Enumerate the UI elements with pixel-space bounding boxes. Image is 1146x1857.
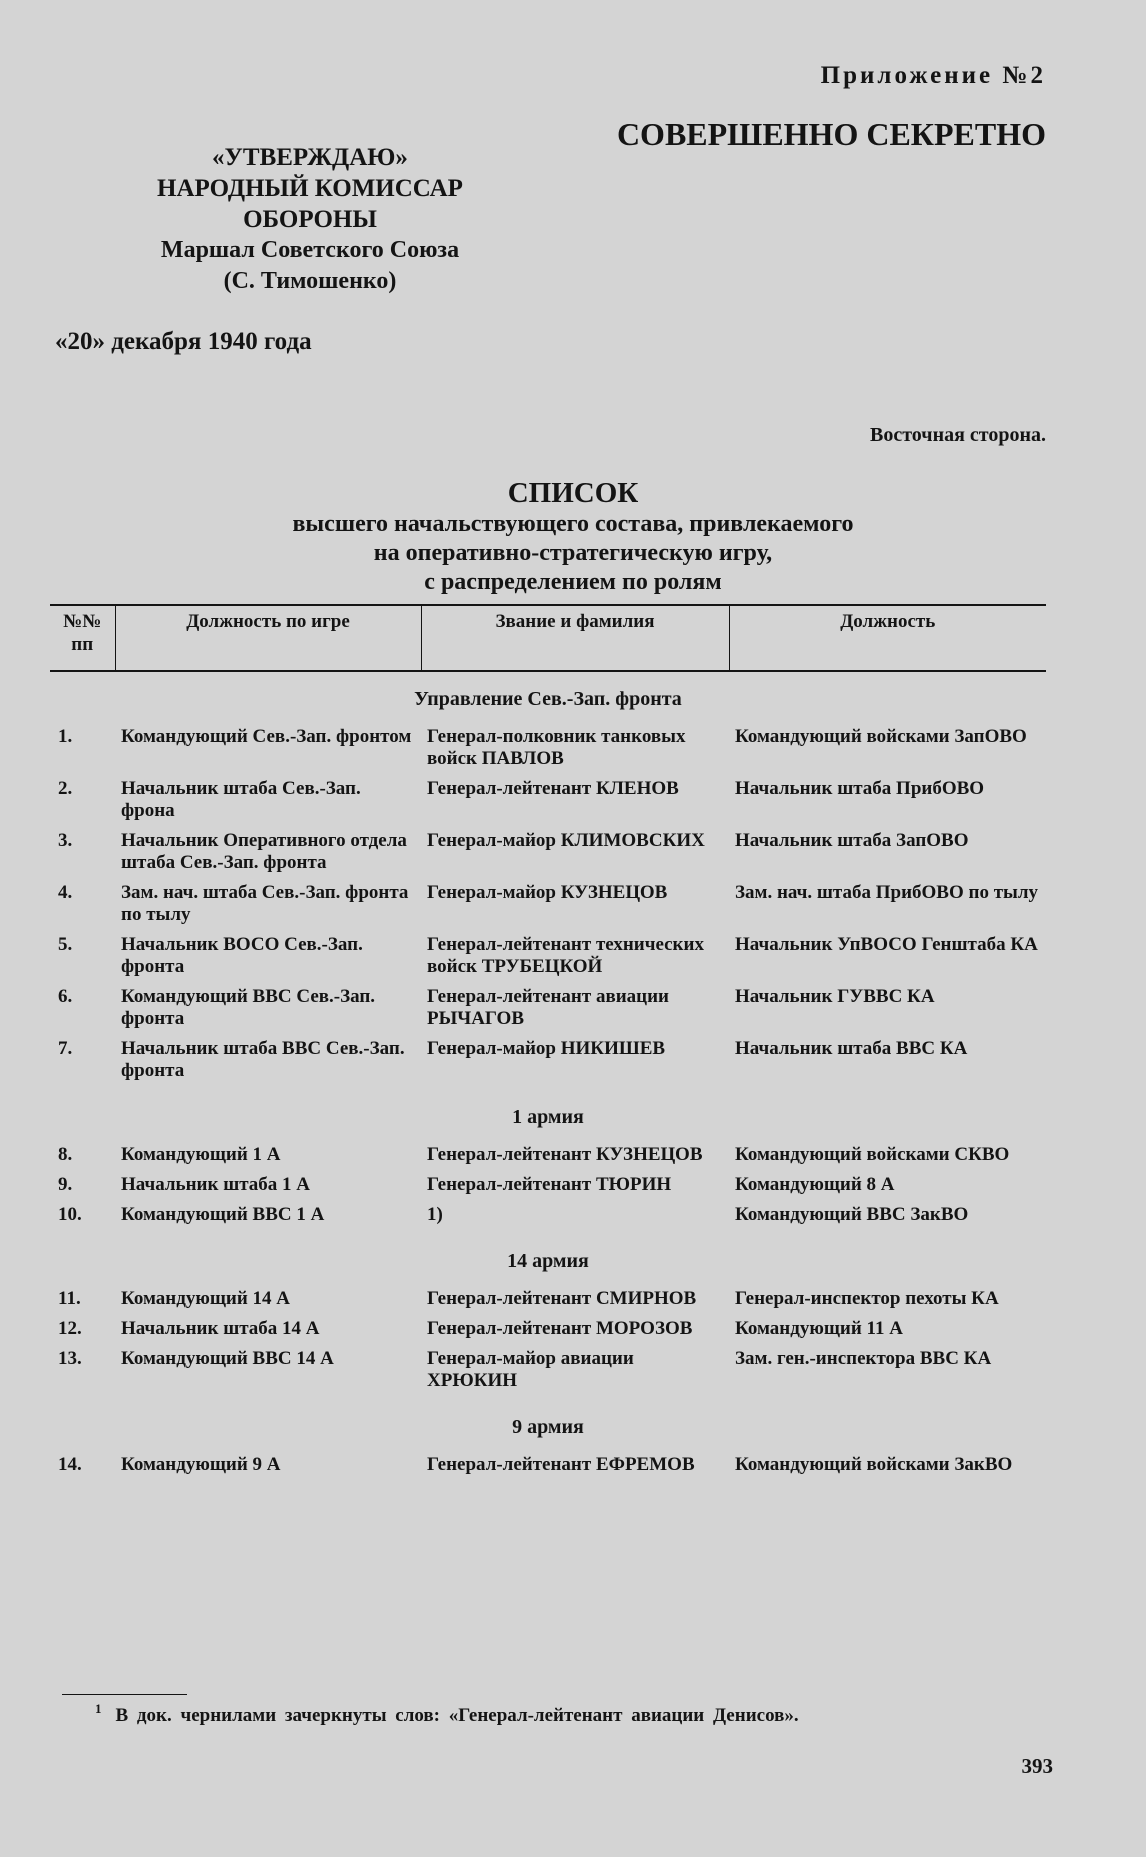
table-row [50, 726, 1046, 778]
row-rank-name: Генерал-лейтенант КУЗНЕЦОВ [427, 1144, 703, 1165]
row-rank-name: Генерал-лейтенант технических войск ТРУБЕЦКОЙ [427, 934, 704, 977]
section-heading: 9 армия [512, 1416, 584, 1438]
row-position: Начальник ГУВВС КА [735, 986, 935, 1007]
row-rank-name: Генерал-лейтенант ЕФРЕМОВ [427, 1454, 695, 1475]
footnote-divider [62, 1694, 187, 1695]
table-row [50, 1144, 1046, 1174]
row-game-role: Начальник штаба 1 А [121, 1174, 311, 1195]
footnote-mark: 1 [95, 1701, 102, 1716]
secrecy-stamp: СОВЕРШЕННО СЕКРЕТНО [616, 116, 1046, 152]
row-number: 9. [58, 1174, 73, 1195]
row-position: Командующий войсками ЗапОВО [735, 726, 1027, 747]
row-game-role: Командующий ВВС Сев.-Зап. фронта [121, 986, 376, 1029]
appendix-label: Приложение №2 [820, 62, 1046, 89]
header-number: №№ пп [50, 605, 115, 671]
list-title-line-3: на оперативно-стратегическую игру, [373, 540, 773, 566]
row-position: Командующий войсками ЗакВО [735, 1454, 1013, 1475]
header-position: Должность [729, 605, 1046, 671]
row-rank-name: Генерал-лейтенант ТЮРИН [427, 1174, 672, 1195]
table-row [50, 882, 1046, 934]
row-position: Командующий ВВС ЗакВО [735, 1204, 969, 1225]
table-body [50, 671, 1046, 1484]
table-row [50, 1204, 1046, 1234]
row-number: 11. [58, 1288, 81, 1309]
row-rank-name: Генерал-майор НИКИШЕВ [427, 1038, 666, 1059]
row-position: Командующий 8 А [735, 1174, 895, 1195]
row-game-role: Командующий ВВС 1 А [121, 1204, 325, 1225]
row-game-role: Зам. нач. штаба Сев.-Зап. фронта по тылу [121, 882, 409, 925]
table-row [50, 830, 1046, 882]
table-row [50, 778, 1046, 830]
table-row [50, 1038, 1046, 1090]
row-game-role: Командующий Сев.-Зап. фронтом [121, 726, 412, 747]
row-rank-name: Генерал-лейтенант авиации РЫЧАГОВ [427, 986, 670, 1029]
approval-line-4: Маршал Советского Союза [160, 237, 460, 263]
row-number: 13. [58, 1348, 82, 1369]
roles-table [50, 604, 1046, 1484]
row-position: Начальник штаба ВВС КА [735, 1038, 968, 1059]
row-position: Начальник УпВОСО Генштаба КА [735, 934, 1038, 955]
row-game-role: Командующий 9 А [121, 1454, 281, 1475]
row-rank-name: Генерал-полковник танковых войск ПАВЛОВ [427, 726, 686, 769]
table-row [50, 986, 1046, 1038]
approval-line-3: ОБОРОНЫ [243, 206, 377, 233]
table-row [50, 1288, 1046, 1318]
row-number: 5. [58, 934, 73, 955]
row-game-role: Начальник штаба 14 А [121, 1318, 320, 1339]
section-row [50, 1400, 1046, 1454]
row-rank-name: Генерал-лейтенант КЛЕНОВ [427, 778, 679, 799]
row-number: 6. [58, 986, 73, 1007]
side-label: Восточная сторона. [870, 424, 1046, 446]
row-position: Зам. ген.-инспектора ВВС КА [735, 1348, 992, 1369]
row-number: 7. [58, 1038, 73, 1059]
row-rank-name: Генерал-майор КУЗНЕЦОВ [427, 882, 668, 903]
row-position: Начальник штаба ЗапОВО [735, 830, 969, 851]
table-row [50, 1174, 1046, 1204]
row-number: 3. [58, 830, 73, 851]
row-rank-name: Генерал-майор авиации ХРЮКИН [427, 1348, 634, 1391]
approval-date: «20» декабря 1940 года [55, 328, 312, 355]
list-title-line-2: высшего начальствующего состава, привлекаемого [292, 511, 854, 537]
approval-line-5: (С. Тимошенко) [223, 268, 397, 294]
row-position: Начальник штаба ПрибОВО [735, 778, 985, 799]
approval-line-2: НАРОДНЫЙ КОМИССАР [157, 175, 463, 202]
row-game-role: Начальник Оперативного отдела штаба Сев.-Зап. фронта [121, 830, 407, 873]
row-position: Генерал-инспектор пехоты КА [735, 1288, 999, 1309]
header-rank-name: Звание и фамилия [421, 605, 729, 671]
row-position: Командующий 11 А [735, 1318, 903, 1339]
table-row [50, 934, 1046, 986]
section-heading: 1 армия [512, 1106, 584, 1128]
row-position: Командующий войсками СКВО [735, 1144, 1010, 1165]
page-number: 393 [1021, 1754, 1053, 1778]
row-rank-name: Генерал-лейтенант СМИРНОВ [427, 1288, 697, 1309]
header-game-role: Должность по игре [115, 605, 421, 671]
row-rank-name: Генерал-лейтенант МОРОЗОВ [427, 1318, 693, 1339]
section-row [50, 671, 1046, 726]
table-row [50, 1318, 1046, 1348]
footnote-text: В док. чернилами зачеркнуты слов: «Генерал-лейтенант авиации Денисов». [115, 1705, 799, 1726]
table-row [50, 1454, 1046, 1484]
list-title-line-1: СПИСОК [507, 477, 639, 509]
row-number: 4. [58, 882, 73, 903]
row-game-role: Командующий 1 А [121, 1144, 281, 1165]
row-game-role: Начальник штаба Сев.-Зап. фрона [121, 778, 361, 821]
row-number: 14. [58, 1454, 82, 1475]
section-heading: Управление Сев.-Зап. фронта [414, 688, 682, 710]
footnote [95, 1701, 799, 1727]
row-number: 1. [58, 726, 73, 747]
section-row [50, 1234, 1046, 1288]
row-number: 8. [58, 1144, 73, 1165]
approval-line-1: «УТВЕРЖДАЮ» [212, 144, 408, 171]
row-position: Зам. нач. штаба ПрибОВО по тылу [735, 882, 1039, 903]
list-title-line-4: с распределением по ролям [424, 569, 722, 595]
row-game-role: Начальник штаба ВВС Сев.-Зап. фронта [121, 1038, 405, 1081]
row-number: 12. [58, 1318, 82, 1339]
table-row [50, 1348, 1046, 1400]
row-game-role: Командующий ВВС 14 А [121, 1348, 334, 1369]
row-game-role: Начальник ВОСО Сев.-Зап. фронта [121, 934, 363, 977]
row-rank-name: Генерал-майор КЛИМОВСКИХ [427, 830, 705, 851]
approval-block [140, 142, 480, 297]
row-number: 10. [58, 1204, 82, 1225]
row-rank-name: 1) [427, 1204, 443, 1225]
table-header [50, 605, 1046, 671]
list-title [0, 476, 1146, 597]
row-number: 2. [58, 778, 73, 799]
row-game-role: Командующий 14 А [121, 1288, 291, 1309]
section-row [50, 1090, 1046, 1144]
section-heading: 14 армия [507, 1250, 589, 1272]
